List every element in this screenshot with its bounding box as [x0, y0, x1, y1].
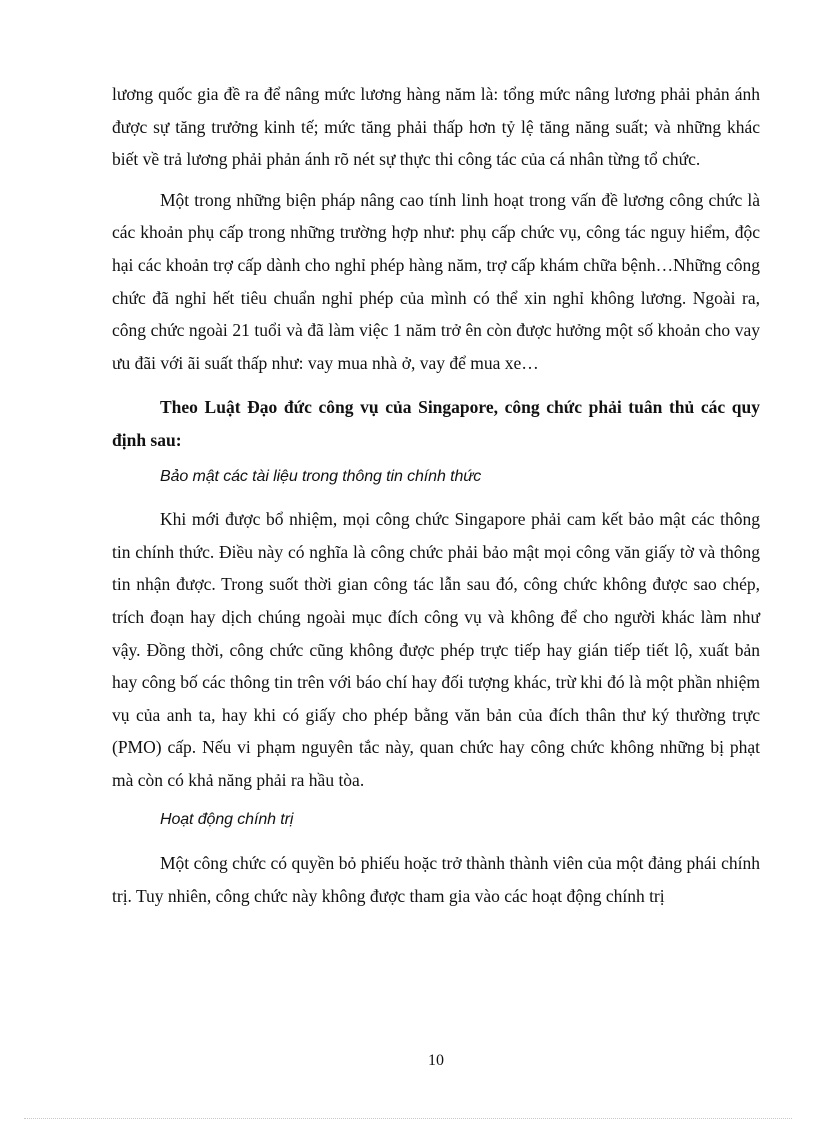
page-number: 10 [428, 1052, 444, 1069]
subheading-political-activity: Hoạt động chính trị [160, 811, 294, 829]
paragraph-confidentiality: Khi mới được bổ nhiệm, mọi công chức Singapore phải cam kết bảo mật các thông tin chính thức. Điều này có nghĩa là công chức phải bảo mật mọi công văn giấy tờ và thông tin nhận được. Trong suốt thời gian công tác lẫn sau đó, công chức không được sao chép, trích đoạn hay dịch chúng ngoài mục đích công vụ và không để cho người khác làm như vậy. Đồng thời, công chức cũng không được phép trực tiếp hay gián tiếp tiết lộ, xuất bản hay công bố các thông tin trên với báo chí hay đối tượng khác, trừ khi đó là một phần nhiệm vụ của anh ta, hay khi có giấy cho phép bằng văn bản của đích thân thư ký thường trực (PMO) cấp. Nếu vi phạm nguyên tắc này, quan chức hay công chức không những bị phạt mà còn có khả năng phải ra hầu tòa. [112, 509, 760, 790]
page-bottom-divider [24, 1118, 792, 1119]
paragraph-political-activity: Một công chức có quyền bỏ phiếu hoặc trở thành thành viên của một đảng phái chính trị. Tuy nhiên, công chức này không được tham gia vào các hoạt động chính trị [112, 853, 760, 906]
paragraph-salary-continuation: lương quốc gia đề ra để nâng mức lương hàng năm là: tổng mức nâng lương phải phản ánh được sự tăng trưởng kinh tế; mức tăng phải thấp hơn tỷ lệ tăng năng suất; và những khác biết về trả lương phải phản ánh rõ nét sự thực thi công tác của cá nhân từng tổ chức. [112, 84, 760, 170]
document-page [112, 78, 760, 920]
section-heading-ethics-law: Theo Luật Đạo đức công vụ của Singapore, công chức phải tuân thủ các quy định sau: [112, 397, 760, 450]
paragraph-allowances: Một trong những biện pháp nâng cao tính linh hoạt trong vấn đề lương công chức là các khoản phụ cấp trong những trường hợp như: phụ cấp chức vụ, công tác nguy hiểm, độc hại các khoản trợ cấp dành cho nghỉ phép hàng năm, trợ cấp khám chữa bệnh…Những công chức đã nghỉ hết tiêu chuẩn nghỉ phép của mình có thể xin nghỉ không lương. Ngoài ra, công chức ngoài 21 tuổi và đã làm việc 1 năm trở ên còn được hưởng một số khoản cho vay ưu đãi với ãi suất thấp như: vay mua nhà ở, vay để mua xe… [112, 189, 760, 373]
subheading-confidentiality: Bảo mật các tài liệu trong thông tin chính thức [160, 467, 482, 485]
